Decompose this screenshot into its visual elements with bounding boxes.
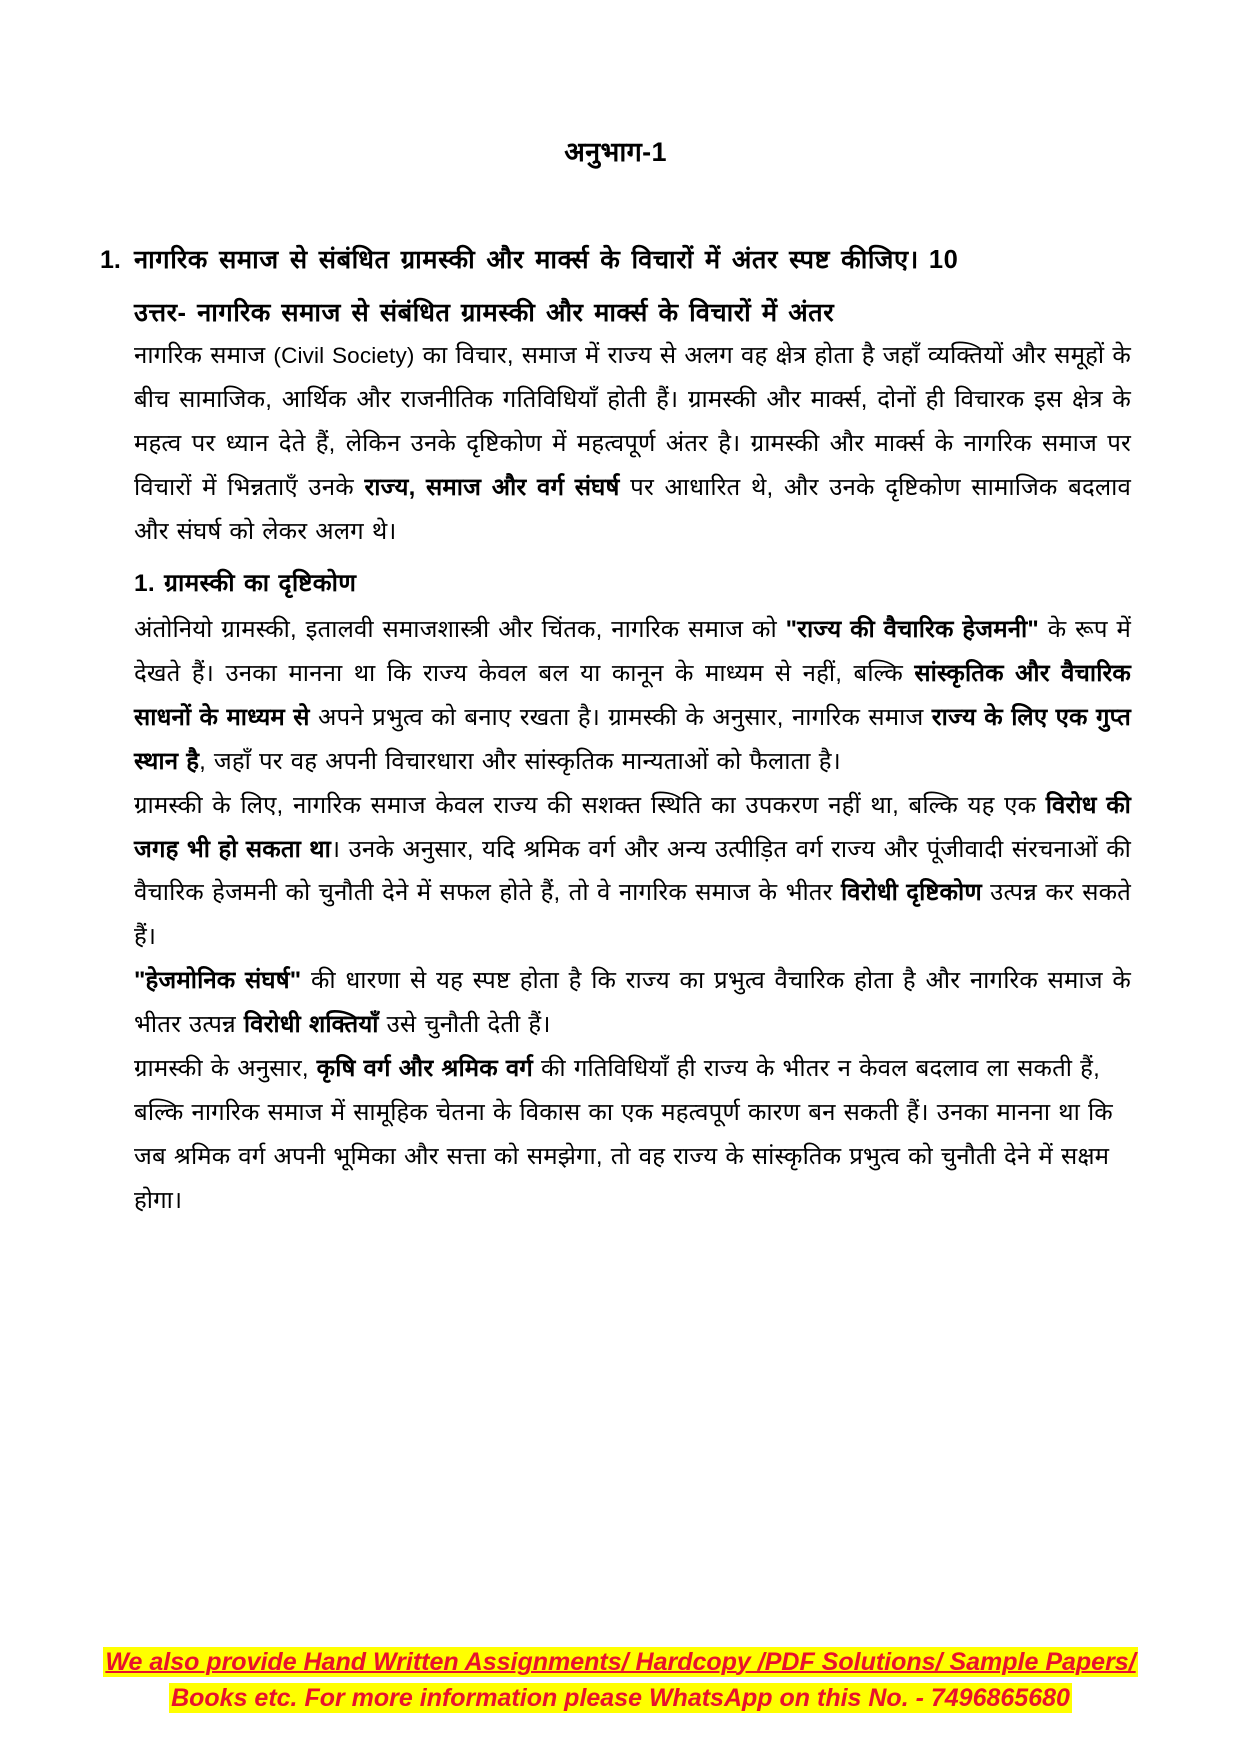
p2-bold-phrase-2: सांस्कृतिक और वैचारिक साधनों के माध्यम से: [134, 659, 1131, 731]
p4-bold-phrase-1: "हेजमोनिक संघर्ष": [134, 967, 302, 995]
p2-part-4: , जहाँ पर वह अपनी विचारधारा और सांस्कृतिक मान्यताओं को फैलाता है।: [199, 747, 841, 775]
p3-part-3: उत्पन्न कर सकते हैं।: [134, 879, 1131, 951]
p3-bold-phrase-2: विरोधी दृष्टिकोण: [840, 879, 982, 907]
p2-part-3: अपने प्रभुत्व को बनाए रखता है। ग्रामस्की के अनुसार, नागरिक समाज: [309, 703, 932, 731]
section-title: अनुभाग-1: [564, 137, 667, 167]
subheading-gramsci-viewpoint: 1. ग्रामस्की का दृष्टिकोण: [134, 569, 357, 597]
intro-bold-phrase-1: राज्य, समाज और वर्ग संघर्ष: [364, 474, 620, 502]
paragraph-intro: [134, 334, 1131, 554]
promo-banner-line-1-text: We also provide Hand Written Assignments/ Hardcopy /PDF Solutions/ Sample Papers/: [105, 1648, 1136, 1676]
intro-part-2: का विचार, समाज में राज्य से अलग वह क्षेत्र होता है जहाँ व्यक्तियों और समूहों के बीच सामाजिक, आर्थिक और राजनीतिक गतिविधियाँ होती हैं। ग्रामस्की और मार्क्स, दोनों ही विचारक इस क्षेत्र के महत्व पर ध्यान देते हैं, लेकिन उनके दृष्टिकोण में महत्वपूर्ण अंतर है। ग्रामस्की और मार्क्स के नागरिक समाज पर विचारों में भिन्नताएँ उनके: [134, 342, 1131, 502]
promo-banner-line-2: [60, 1681, 1181, 1717]
p3-bold-phrase-1: विरोध की जगह भी हो सकता था: [134, 791, 1132, 863]
paragraph-resistance-space: [134, 784, 1131, 960]
question-marks: 10: [928, 245, 959, 274]
intro-part-3: पर आधारित थे, और उनके दृष्टिकोण सामाजिक बदलाव और संघर्ष को लेकर अलग थे।: [134, 474, 1132, 545]
question-block: [100, 240, 1131, 281]
p4-bold-phrase-2: विरोधी शक्तियाँ: [243, 1011, 379, 1039]
p2-part-2: के रूप में देखते हैं। उनका मानना था कि राज्य केवल बल या कानून के माध्यम से नहीं, बल्कि: [134, 615, 1131, 687]
paragraph-class-activity: [134, 1047, 1131, 1223]
p2-bold-phrase-3: राज्य के लिए एक गुप्त स्थान है: [134, 703, 1131, 775]
civil-society-latin-term: (Civil Society): [273, 343, 415, 369]
p5-bold-phrase-1: कृषि वर्ग और श्रमिक वर्ग: [316, 1055, 533, 1083]
paragraph-hegemonic-struggle: [134, 959, 1131, 1047]
p4-part-1: की धारणा से यह स्पष्ट होता है कि राज्य का प्रभुत्व वैचारिक होता है और नागरिक समाज के भीतर उत्पन्न: [134, 967, 1131, 1039]
intro-part-1: नागरिक समाज: [134, 342, 274, 370]
p3-part-2: । उनके अनुसार, यदि श्रमिक वर्ग और अन्य उत्पीड़ित वर्ग राज्य और पूंजीवादी संरचनाओं की वैचारिक हेजमनी को चुनौती देने में सफल होते हैं, तो वे नागरिक समाज के भीतर: [134, 835, 1132, 907]
paragraph-gramsci-hegemony: [134, 608, 1131, 784]
p2-part-1: अंतोनियो ग्रामस्की, इतालवी समाजशास्त्री और चिंतक, नागरिक समाज को: [134, 615, 786, 643]
promo-banner-line-2-text: Books etc. For more information please WhatsApp on this No. - 7496865680: [171, 1683, 1070, 1712]
question-number: 1.: [100, 245, 121, 274]
promo-banner-line-1: [60, 1645, 1181, 1681]
answer-heading: उत्तर- नागरिक समाज से संबंधित ग्रामस्की और मार्क्स के विचारों में अंतर: [134, 299, 835, 328]
question-text-wrap: [134, 240, 1131, 281]
p4-part-2: उसे चुनौती देती हैं।: [378, 1011, 551, 1039]
question-text: नागरिक समाज से संबंधित ग्रामस्की और मार्क्स के विचारों में अंतर स्पष्ट कीजिए।: [134, 245, 919, 274]
p2-bold-phrase-1: "राज्य की वैचारिक हेजमनी": [785, 615, 1039, 643]
p5-part-2: की गतिविधियाँ ही राज्य के भीतर न केवल बदलाव ला सकती हैं, बल्कि नागरिक समाज में सामूहिक चेतना के विकास का एक महत्वपूर्ण कारण बन सकती हैं। उनका मानना था कि जब श्रमिक वर्ग अपनी भूमिका और सत्ता को समझेगा, तो वह राज्य के सांस्कृतिक प्रभुत्व को चुनौती देने में सक्षम होगा।: [134, 1055, 1113, 1214]
promo-banner: [0, 1645, 1241, 1716]
p3-part-1: ग्रामस्की के लिए, नागरिक समाज केवल राज्य की सशक्त स्थिति का उपकरण नहीं था, बल्कि यह एक: [134, 791, 1046, 819]
p5-part-1: ग्रामस्की के अनुसार,: [134, 1055, 317, 1083]
